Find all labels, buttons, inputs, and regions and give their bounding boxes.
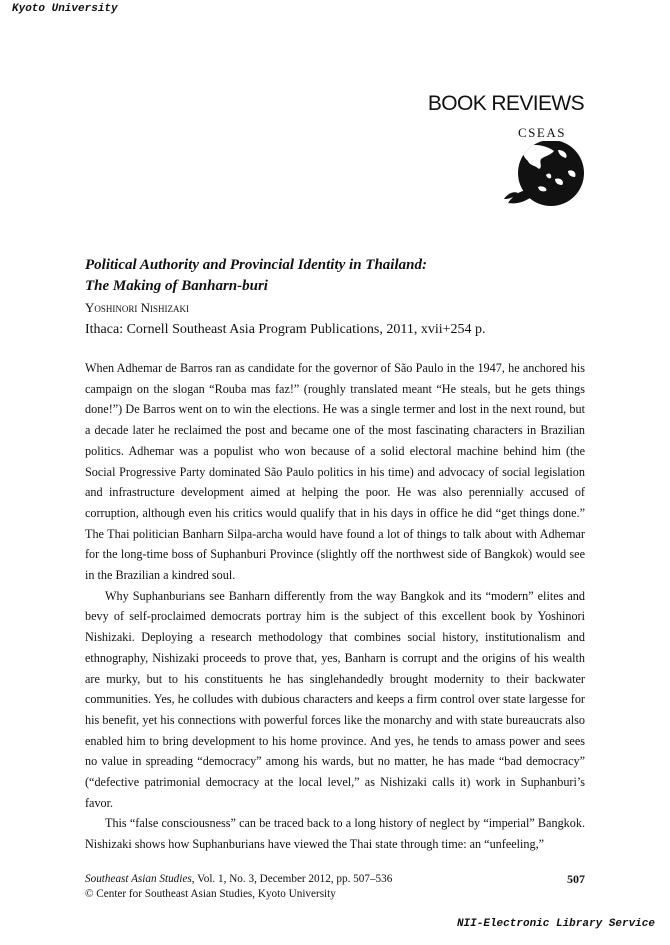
publication-info: Ithaca: Cornell Southeast Asia Program Publications, 2011, xvii+254 p. <box>85 322 486 337</box>
logo-text: CSEAS <box>518 125 566 140</box>
review-paragraph-2: Why Suphanburians see Banharn differently from the way Bangkok and its “modern” elites and bevy of self-proclaimed democrats portray him is the subject of this excellent book by Yoshinori Nishizaki. Deploying a research methodology that combines social history, institutionalism and ethnography, Nishizaki proceeds to prove that, yes, Banharn is corrupt and the origins of his wealth are murky, but to his constituents he has singlehandedly brought modernity to their backwater communities. Yes, he colludes with dubious characters and keeps a firm control over state largesse for his benefit, yet his connections with powerful forces like the monarchy and with state bureaucrats also enabled him to bring development to his home province. And yes, he tends to amass power and sees no value in spreading “democracy” among his wards, but no matter, he has made “bad democracy” (“defective patrimonial democracy at the local level,” as Nishizaki calls it) work in Suphanburi’s favor. <box>85 588 585 810</box>
page-footer <box>85 872 585 902</box>
globe-icon <box>502 141 586 209</box>
page-number: 507 <box>567 872 585 886</box>
journal-citation <box>85 872 585 887</box>
review-paragraph-1: When Adhemar de Barros ran as candidate for the governor of São Paulo in the 1947, he anchored his campaign on the slogan “Rouba mas faz!” (roughly translated meant “He steals, but he gets things done!”) De Barros went on to win the elections. He was a single termer and lost in the next round, but a decade later he reclaimed the post and became one of the most fascinating characters in Brazilian politics. Adhemar was a populist who won because of a solid electoral machine behind him (the Social Progressive Party dominated São Paulo politics in his time) and advocacy of social legislation and infrastructure development aimed at helping the poor. He was also perennially accused of corruption, although even his critics would qualify that in his days in office he did “get things done.” The Thai politician Banharn Silpa-archa would have found a lot of things to talk about with Adhemar for the long-time boss of Suphanburi Province (slightly off the northwest side of Bangkok) would see in the Brazilian a kindred soul. <box>85 361 585 583</box>
review-body <box>85 358 585 855</box>
journal-details: , Vol. 1, No. 3, December 2012, pp. 507–536 <box>191 873 393 885</box>
cseas-logo <box>494 124 590 214</box>
source-stamp-bottom: NII-Electronic Library Service <box>456 918 655 930</box>
book-author: Yoshinori Nishizaki <box>85 300 190 315</box>
section-heading: BOOK REVIEWS <box>427 92 584 115</box>
journal-name: Southeast Asian Studies <box>85 873 192 885</box>
book-title-line-2: The Making of Banharn-buri <box>85 278 268 294</box>
source-stamp-top: Kyoto University <box>12 3 118 15</box>
copyright-line: © Center for Southeast Asian Studies, Kyoto University <box>85 888 336 900</box>
review-paragraph-3: This “false consciousness” can be traced back to a long history of neglect by “imperial” Bangkok. Nishizaki shows how Suphanburians have viewed the Thai state through time: an “unfeeling,” <box>85 816 585 852</box>
book-header <box>85 255 590 340</box>
book-title-line-1: Political Authority and Provincial Identity in Thailand: <box>85 257 427 273</box>
